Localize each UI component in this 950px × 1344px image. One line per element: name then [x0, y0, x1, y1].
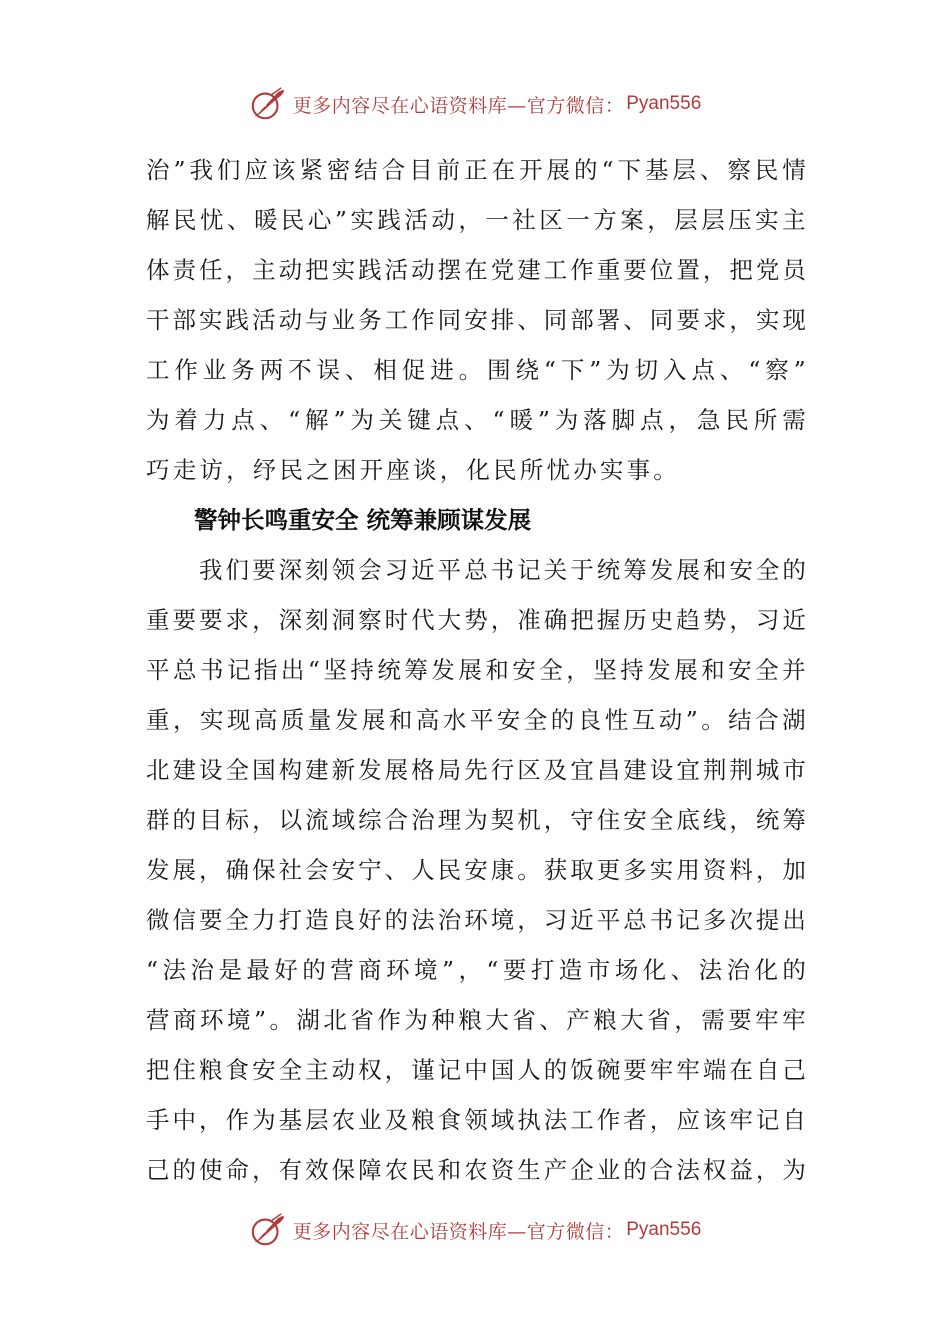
- text-line: 微 信 要 全 力 打 造 良 好 的 法 治 环 境 ， 习 近 平 总 书 记 多 次 提 出: [146, 906, 806, 934]
- text-line: 把 住 粮 食 安 全 主 动 权 ， 谨 记 中 国 人 的 饭 碗 要 牢 牢 端 在 自 己: [146, 1056, 806, 1084]
- text-line: 解 民 忧 、 暖 民 心 ” 实 践 活 动 ， 一 社 区 一 方 案 ， 层 层 压 实 主: [146, 206, 806, 234]
- text-line: 治 ” 我 们 应 该 紧 密 结 合 目 前 正 在 开 展 的 “ 下 基 层 、 察 民 情: [146, 156, 806, 184]
- text-line: 体 责 任 ， 主 动 把 实 践 活 动 摆 在 党 建 工 作 重 要 位 置 ， 把 党 员: [146, 256, 806, 284]
- text-line: 干 部 实 践 活 动 与 业 务 工 作 同 安 排 、 同 部 署 、 同 要 求 ， 实 现: [146, 306, 806, 334]
- text-line: “ 法 治 是 最 好 的 营 商 环 境 ” ， “ 要 打 造 市 场 化 、 法 治 化 的: [146, 956, 806, 984]
- document-body: [146, 145, 806, 1195]
- text-line: 发 展 ， 确 保 社 会 安 宁 、 人 民 安 康 。 获 取 更 多 实 用 资 料 ， 加: [146, 856, 806, 884]
- text-line: 营 商 环 境 ” 。 湖 北 省 作 为 种 粮 大 省 、 产 粮 大 省 ， 需 要 牢 牢: [146, 1006, 806, 1034]
- text-line: 工 作 业 务 两 不 误 、 相 促 进 。 围 绕 “ 下 ” 为 切 入 点 、 “ 察 ”: [146, 356, 806, 384]
- watermark-text: 更多内容尽在心语资料库—官方微信：: [292, 1220, 625, 1243]
- footer-watermark: [0, 1208, 950, 1252]
- text-line: 己 的 使 命 ， 有 效 保 障 农 民 和 农 资 生 产 企 业 的 合 法 权 益 ， 为: [146, 1156, 806, 1184]
- paragraph-2: [146, 545, 806, 1195]
- text-line: 为 着 力 点 、 “ 解 ” 为 关 键 点 、 “ 暖 ” 为 落 脚 点 ， 急 民 所 需: [146, 406, 806, 434]
- text-line: 重 ， 实 现 高 质 量 发 展 和 高 水 平 安 全 的 良 性 互 动 ” 。 结 合 湖: [146, 706, 806, 734]
- text-line: 北 建 设 全 国 构 建 新 发 展 格 局 先 行 区 及 宜 昌 建 设 宜 荆 荆 城 市: [146, 756, 806, 784]
- watermark-wechat-id: Pyan556: [626, 93, 702, 114]
- header-watermark: [0, 82, 950, 126]
- quill-logo-icon: [249, 85, 287, 123]
- watermark-text: 更多内容尽在心语资料库—官方微信：: [292, 94, 625, 117]
- paragraph-1: [146, 145, 806, 495]
- section-heading: 警钟长鸣重安全 统筹兼顾谋发展: [194, 506, 532, 534]
- text-line: 重 要 要 求 ， 深 刻 洞 察 时 代 大 势 ， 准 确 把 握 历 史 趋 势 ， 习 近: [146, 606, 806, 634]
- text-line: 群 的 目 标 ， 以 流 域 综 合 治 理 为 契 机 ， 守 住 安 全 底 线 ， 统 筹: [146, 806, 806, 834]
- text-line: 我 们 要 深 刻 领 会 习 近 平 总 书 记 关 于 统 筹 发 展 和 安 全 的: [199, 556, 806, 584]
- text-line: 平 总 书 记 指 出 “ 坚 持 统 筹 发 展 和 安 全 ， 坚 持 发 展 和 安 全 并: [146, 656, 806, 684]
- quill-logo-icon: [249, 1211, 287, 1249]
- text-line: 巧走访，纾民之困开座谈，化民所忧办实事。: [146, 456, 680, 484]
- text-line: 手 中 ， 作 为 基 层 农 业 及 粮 食 领 域 执 法 工 作 者 ， 应 该 牢 记 自: [146, 1106, 806, 1134]
- watermark-wechat-id: Pyan556: [626, 1219, 702, 1240]
